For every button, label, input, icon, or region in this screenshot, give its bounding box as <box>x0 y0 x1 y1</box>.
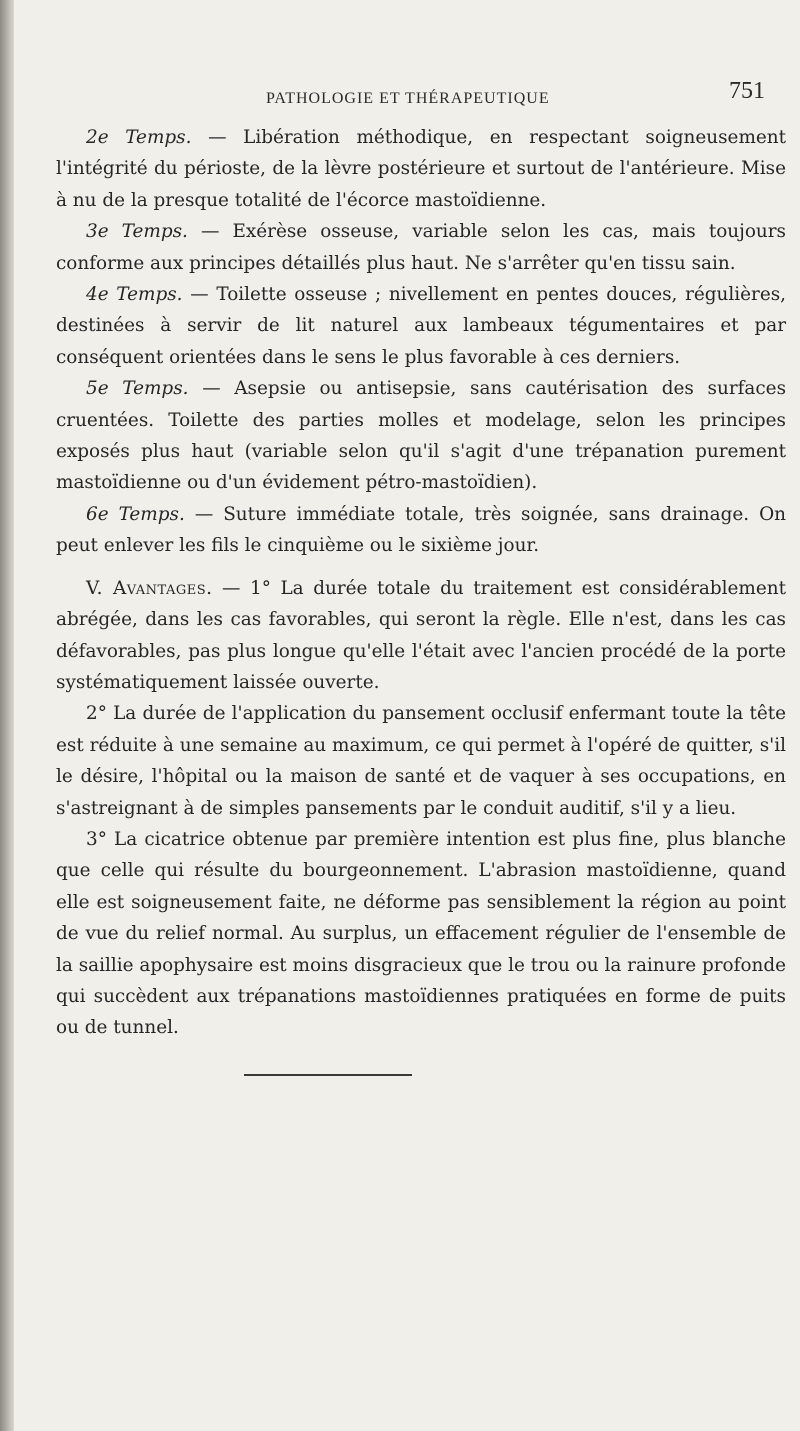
body-text <box>56 122 786 1044</box>
advantages-paragraph-1 <box>56 573 786 699</box>
paragraph-temps-6 <box>56 499 786 562</box>
paragraph-text: — Libération méthodique, en respectant soigneusement l'intégrité du périoste, de la lèvre postérieure et surtout de l'antérieure. Mise à nu de la presque totalité de l'écorce mastoïdienne. <box>56 127 786 211</box>
paragraph-temps-5 <box>56 373 786 499</box>
advantages-paragraph-3 <box>56 824 786 1044</box>
paragraph-text: — Toilette osseuse ; nivellement en pentes douces, régulières, destinées à servir de lit naturel aux lambeaux tégumentaires et par conséquent orientées dans le sens le plus favorable à ces derniers. <box>56 284 786 368</box>
paragraph-label: 2e Temps. <box>86 127 192 148</box>
paragraph-temps-2 <box>56 122 786 216</box>
paragraph-text: 3° La cicatrice obtenue par première intention est plus fine, plus blanche que celle qui résulte du bourgeonnement. L'abrasion mastoïdienne, quand elle est soigneusement faite, ne déforme pas sensiblement la région au point de vue du relief normal. Au surplus, un effacement régulier de l'ensemble de la saillie apophysaire est moins disgracieux que le trou ou la rainure profonde qui succèdent aux trépanations mastoïdiennes pratiquées en forme de puits ou de tunnel. <box>56 828 787 1039</box>
paragraph-label: 5e Temps. <box>86 378 189 400</box>
paragraph-text: — Exérèse osseuse, variable selon les cas, mais toujours conforme aux principes détaillés plus haut. Ne s'arrêter qu'en tissu sain. <box>56 221 786 274</box>
paragraph-text: — Suture immédiate totale, très soignée, sans drainage. On peut enlever les fils le cinquième ou le sixième jour. <box>56 503 786 557</box>
paragraph-temps-4 <box>56 279 786 373</box>
page-edge-shadow <box>0 0 14 1431</box>
paragraph-label: 6e Temps. <box>86 503 185 525</box>
paragraph-text: — Asepsie ou antisepsie, sans cautérisation des surfaces cruentées. Toilette des parties molles et modelage, selon les principes exposés plus haut (variable selon qu'il s'agit d'une trépanation purement mastoïdienne ou d'un évidement pétro-mastoïdien). <box>56 378 787 494</box>
paragraph-text: — 1° La durée totale du traitement est considérablement abrégée, dans les cas favorables, qui seront la règle. Elle n'est, dans les cas défavorables, pas plus longue qu'elle l'était avec l'ancien procédé de la porte systématiquement laissée ouverte. <box>56 577 786 693</box>
paragraph-text: 2° La durée de l'application du pansement occlusif enfermant toute la tête est réduite à une semaine au maximum, ce qui permet à l'opéré de quitter, s'il le désire, l'hôpital ou la maison de santé et de vaquer à ses occupations, en s'astreignant à de simples pansements par le conduit auditif, s'il y a lieu. <box>56 703 786 819</box>
paragraph-label: 3e Temps. <box>86 221 188 243</box>
advantages-paragraph-2 <box>56 698 786 824</box>
paragraph-label: 4e Temps. <box>86 284 183 306</box>
end-rule <box>244 1074 412 1076</box>
section-heading: V. Avantages. <box>86 577 213 599</box>
paragraph-temps-3 <box>56 216 786 279</box>
page-number: 751 <box>729 78 765 104</box>
book-page <box>14 0 800 1431</box>
running-head: PATHOLOGIE ET THÉRAPEUTIQUE <box>266 90 550 107</box>
